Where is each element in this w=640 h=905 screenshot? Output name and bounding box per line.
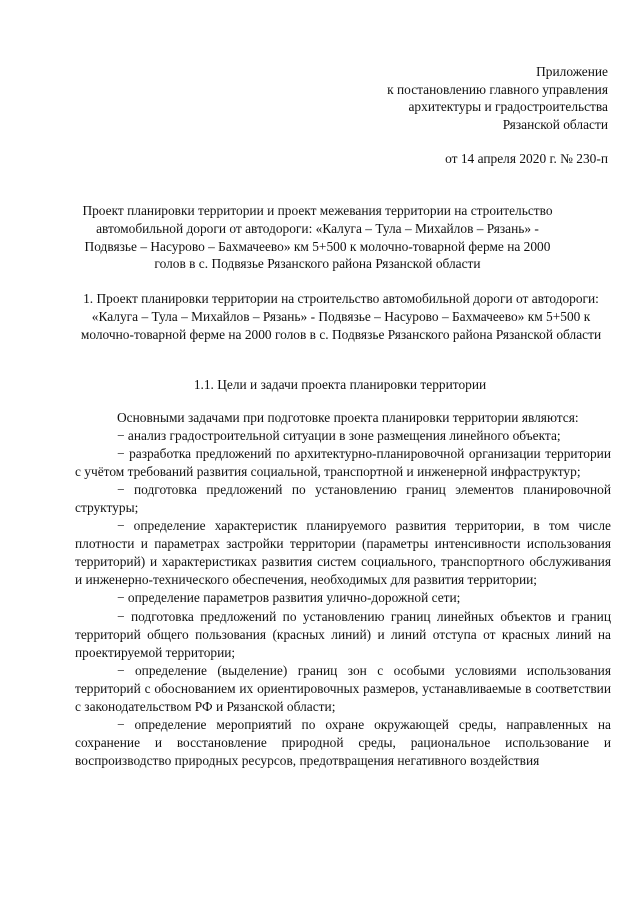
list-item: − разработка предложений по архитектурно-планировочной организации территории с учётом требований развития социальной, транспортной и инженерной инфраструктур; xyxy=(75,446,611,480)
document-body xyxy=(75,409,611,770)
list-item: − подготовка предложений по установлению границ элементов планировочной структуры; xyxy=(75,482,611,516)
list-item: − определение параметров развития улично-дорожной сети; xyxy=(117,590,461,606)
paragraph: Основными задачами при подготовке проекта планировки территории являются: xyxy=(117,410,579,425)
appendix-line: архитектуры и градостроительства xyxy=(408,99,608,115)
subsection-heading: 1.1. Цели и задачи проекта планировки территории xyxy=(193,377,487,392)
appendix-line: к постановлению главного управления xyxy=(387,81,608,97)
section-heading: 1. Проект планировки территории на строительство автомобильной дороги от автодороги: «Калуга – Тула – Михайлов – Рязань» - Подвязье – Насурово – Бахмачеево» км 5+500 к молочно-товарной ферме на 2000 голов в с. Подвязье Рязанского района Рязанской области xyxy=(80,291,602,342)
document-title: Проект планировки территории и проект межевания территории на строительство автомобильной дороги от автодороги: «Калуга – Тула – Михайлов – Рязань» - Подвязье – Насурово – Бахмачеево» км 5+500 к молочно-товарной ферме на 2000 голов в с. Подвязье Рязанского района Рязанской области xyxy=(82,203,553,272)
list-item: − подготовка предложений по установлению границ линейных объектов и границ территорий общего пользования (красных линий) и линий отступа от красных линий на проектируемой территории; xyxy=(75,608,611,660)
list-item: − определение мероприятий по охране окружающей среды, направленных на сохранение и восстановление природной среды, рациональное использование и воспроизводство природных ресурсов, предотвращения негативного воздействия xyxy=(75,716,611,768)
appendix-line: Приложение xyxy=(536,64,608,79)
decree-date: от 14 апреля 2020 г. № 230-п xyxy=(445,151,608,166)
list-item: − определение (выделение) границ зон с особыми условиями использования территорий с обоснованием их ориентировочных размеров, устанавливаемые в соответствии с законодательством РФ и Рязанской области; xyxy=(75,662,611,714)
appendix-line: Рязанской области xyxy=(502,116,608,132)
list-item: − анализ градостроительной ситуации в зоне размещения линейного объекта; xyxy=(117,428,561,444)
list-item: − определение характеристик планируемого развития территории, в том числе плотности и параметрах застройки территории (параметры интенсивности использования территорий) и характеристиках развития систем социального, транспортного обслуживания и инженерно-технического обеспечения, необходимых для развития территории; xyxy=(75,518,611,588)
appendix-header xyxy=(387,63,608,133)
